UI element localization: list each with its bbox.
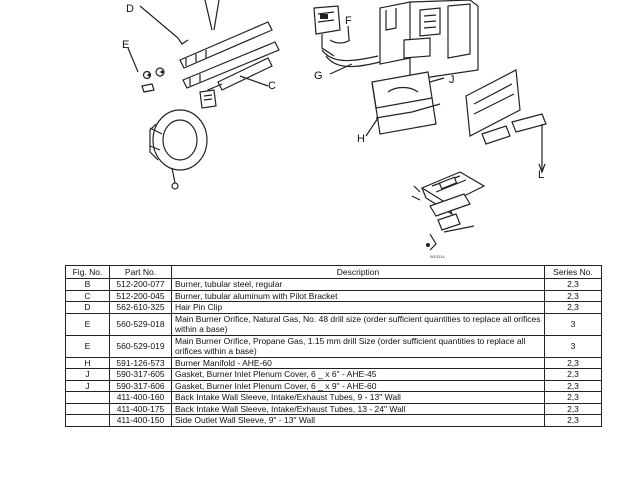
cell-part: 411-400-175 (110, 403, 172, 415)
cell-series: 2,3 (545, 290, 602, 302)
cell-fig: D (66, 302, 110, 314)
cell-desc: Main Burner Orifice, Natural Gas, No. 48 drill size (order sufficient quantities to replace all orifices within a base) (172, 313, 545, 335)
cell-series: 2,3 (545, 403, 602, 415)
callout-g: G (314, 70, 323, 82)
pilot-bracket (200, 90, 216, 108)
hair-pin-clip (178, 38, 188, 44)
cell-series: 2,3 (545, 357, 602, 369)
tubular-burner-upper (180, 22, 272, 68)
cell-fig (66, 415, 110, 427)
cell-desc: Back Intake Wall Sleeve, Intake/Exhaust Tubes, 9 - 13" Wall (172, 392, 545, 404)
cell-part: 562-610-325 (110, 302, 172, 314)
cell-part: 512-200-077 (110, 279, 172, 291)
cell-series: 2,3 (545, 380, 602, 392)
burner-manifold-box (372, 72, 440, 134)
table-row (66, 392, 602, 404)
cell-series: 2,3 (545, 415, 602, 427)
table-row (66, 302, 602, 314)
control-assembly (412, 172, 484, 250)
leader-line-b (205, 0, 212, 30)
cell-fig: J (66, 369, 110, 381)
callout-d: D (126, 3, 134, 15)
table-row (66, 279, 602, 291)
cell-series: 2,3 (545, 392, 602, 404)
callout-f: F (345, 15, 352, 27)
table-row (66, 403, 602, 415)
leader-line-f (348, 26, 349, 40)
cell-desc: Burner, tubular steel, regular (172, 279, 545, 291)
round-housing-part (150, 110, 207, 189)
callout-e: E (122, 39, 130, 51)
cell-part: 590-317-605 (110, 369, 172, 381)
cell-fig: C (66, 290, 110, 302)
table-row (66, 380, 602, 392)
cell-part: 591-126-573 (110, 357, 172, 369)
cell-desc: Gasket, Burner Inlet Plenum Cover, 6 _ x 6" - AHE-45 (172, 369, 545, 381)
callout-c: C (268, 80, 276, 92)
cell-fig: E (66, 313, 110, 335)
cell-series: 2,3 (545, 302, 602, 314)
cell-desc: Gasket, Burner Inlet Plenum Cover, 6 _ x 9" - AHE-60 (172, 380, 545, 392)
burner-orifice (128, 48, 164, 92)
cell-fig: E (66, 335, 110, 357)
cell-series: 3 (545, 313, 602, 335)
table-row (66, 357, 602, 369)
header-fig-no: Fig. No. (66, 266, 110, 279)
table-row (66, 415, 602, 427)
cell-desc: Side Outlet Wall Sleeve, 9" - 13" Wall (172, 415, 545, 427)
cell-series: 2,3 (545, 369, 602, 381)
header-series-no: Series No. (545, 266, 602, 279)
cell-series: 2,3 (545, 279, 602, 291)
cell-desc: Burner, tubular aluminum with Pilot Bracket (172, 290, 545, 302)
leader-line-j (430, 78, 444, 82)
cell-part: 411-400-150 (110, 415, 172, 427)
cell-fig (66, 392, 110, 404)
leader-line-c (240, 76, 268, 86)
cell-part: 560-529-018 (110, 313, 172, 335)
cell-fig: B (66, 279, 110, 291)
callout-j: J (449, 74, 455, 86)
header-part-no: Part No. (110, 266, 172, 279)
callout-h: H (357, 133, 365, 145)
cell-part: 411-400-160 (110, 392, 172, 404)
gas-valve (314, 6, 340, 56)
header-description: Description (172, 266, 545, 279)
furnace-body (380, 0, 478, 80)
table-row (66, 290, 602, 302)
cell-series: 3 (545, 335, 602, 357)
side-panel (466, 70, 520, 136)
cell-part: 590-317-606 (110, 380, 172, 392)
leader-line-h (366, 118, 378, 136)
drawing-number: W13114 (430, 254, 445, 259)
table-row (66, 369, 602, 381)
cell-fig (66, 403, 110, 415)
leader-line-d (140, 6, 178, 38)
cell-fig: J (66, 380, 110, 392)
cell-part: 560-529-019 (110, 335, 172, 357)
parts-list-table (65, 265, 602, 427)
table-row (66, 335, 602, 357)
cell-desc: Back Intake Wall Sleeve, Intake/Exhaust Tubes, 13 - 24" Wall (172, 403, 545, 415)
table-header-row (66, 266, 602, 279)
cell-desc: Hair Pin Clip (172, 302, 545, 314)
callout-l: L (538, 169, 545, 181)
cell-desc: Main Burner Orifice, Propane Gas, 1.15 mm drill Size (order sufficient quantities to replace all orifices within a base) (172, 335, 545, 357)
table-row (66, 313, 602, 335)
cell-fig: H (66, 357, 110, 369)
cell-part: 512-200-045 (110, 290, 172, 302)
cell-desc: Burner Manifold - AHE-60 (172, 357, 545, 369)
